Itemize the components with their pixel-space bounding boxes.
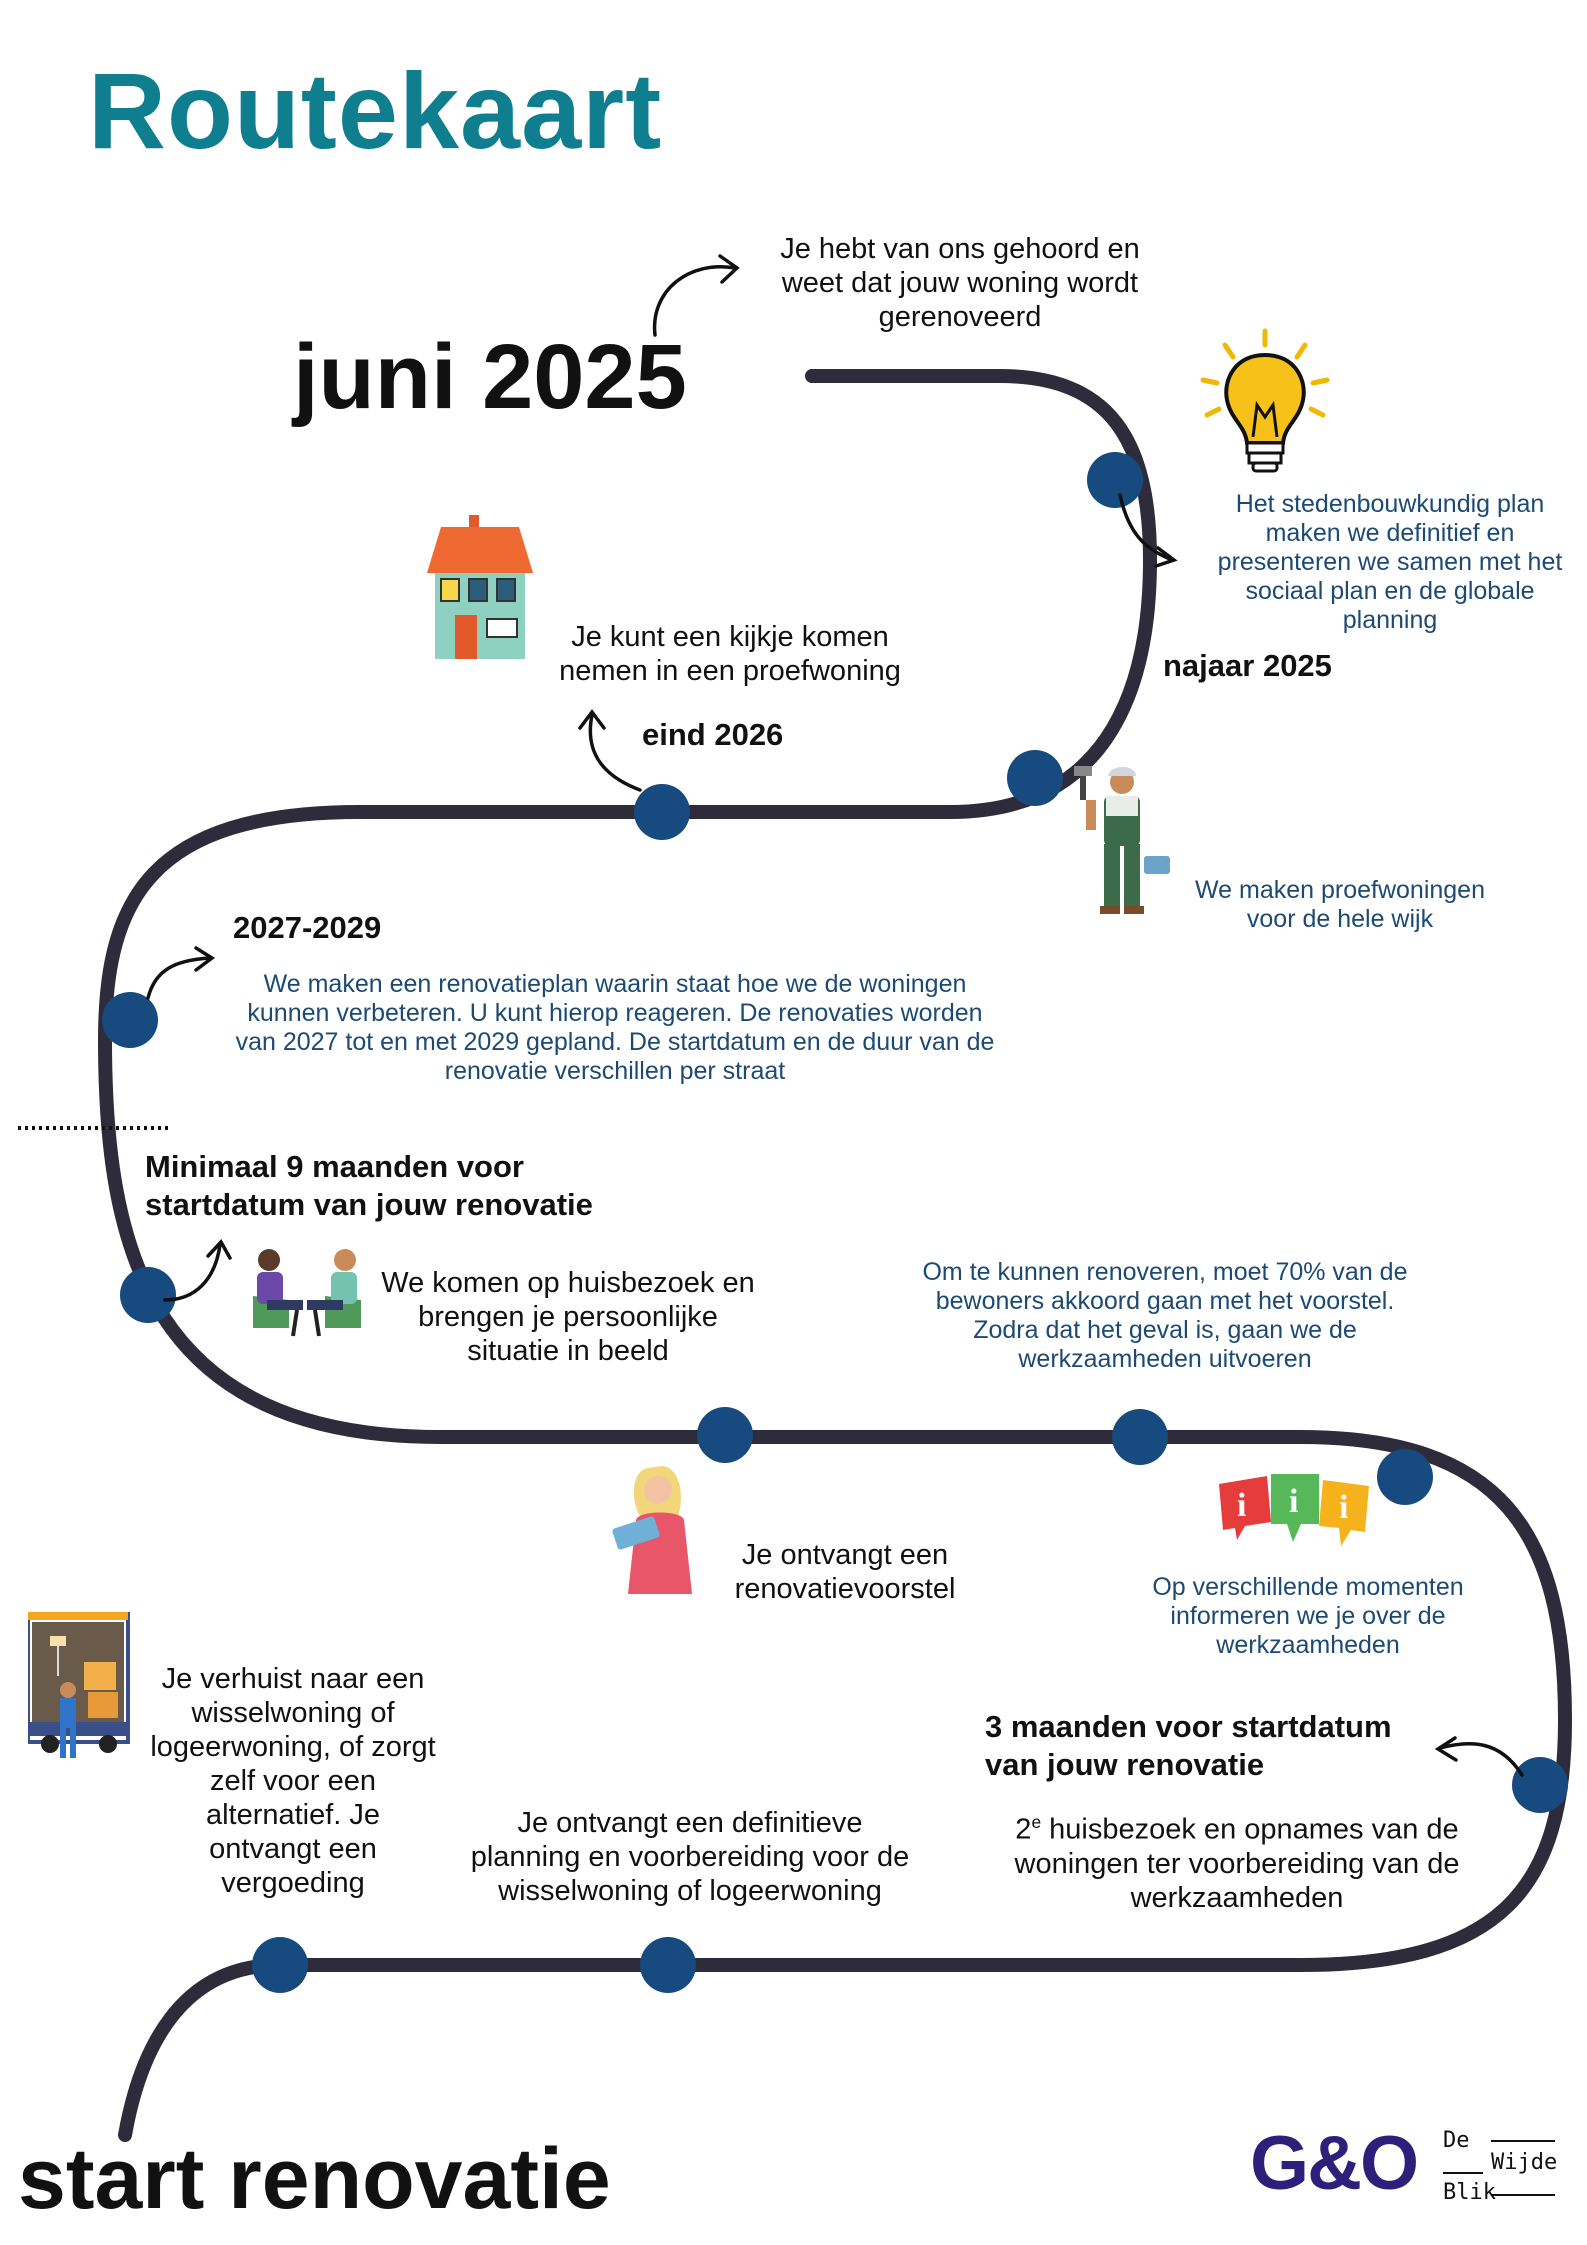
node-info <box>1377 1449 1433 1505</box>
drie-text: 2e huisbezoek en opnames van de woningen ter voorbereiding van de werkzaamheden <box>1014 1812 1460 1914</box>
svg-text:i: i <box>1237 1487 1247 1524</box>
node-verhuis <box>252 1937 308 1993</box>
node-voorstel <box>697 1407 753 1463</box>
conversation-icon <box>245 1240 370 1340</box>
eind2026-date: eind 2026 <box>642 717 784 752</box>
house-icon <box>425 515 535 660</box>
node-eind2026 <box>634 784 690 840</box>
voorstel-text: Je ontvangt een renovatievoorstel <box>734 1539 956 1605</box>
node-2027 <box>102 992 158 1048</box>
juni-text: Je hebt van ons gehoord en weet dat jouw woning wordt gerenoveerd <box>780 233 1140 333</box>
moving-truck-icon <box>28 1612 133 1762</box>
woman-reading-icon <box>612 1460 712 1595</box>
arrow-2027 <box>148 958 210 998</box>
svg-text:i: i <box>1339 1489 1349 1526</box>
start-renovatie: start renovatie <box>18 2131 611 2227</box>
lightbulb-icon <box>1195 325 1335 480</box>
info-text: Op verschillende momenten informeren we je over de werkzaamheden <box>1152 1573 1464 1659</box>
eind2026-text: Je kunt een kijkje komen nemen in een proefwoning <box>559 621 901 687</box>
arrow-eind2026 <box>590 715 640 790</box>
node-planning <box>640 1937 696 1993</box>
juni-date: juni 2025 <box>293 326 687 428</box>
node-min9 <box>120 1267 176 1323</box>
svg-text:i: i <box>1289 1483 1299 1520</box>
najaar-date: najaar 2025 <box>1163 648 1332 683</box>
najaar-text: Het stedenbouwkundig plan maken we definitief en presenteren we samen met het sociaal plan en de globale planning <box>1217 490 1563 634</box>
y2027-date: 2027-2029 <box>233 910 382 945</box>
worker-icon <box>1070 760 1180 920</box>
y2027-text: We maken een renovatieplan waarin staat hoe we de woningen kunnen verbeteren. U kunt hierop reageren. De renovaties worden van 2027 tot en met 2029 gepland. De startdatum en de duur van de renovatie verschillen per straat <box>235 970 995 1085</box>
planning-text: Je ontvangt een definitieve planning en voorbereiding voor de wisselwoning of logeerwoning <box>470 1807 910 1907</box>
dewijdeblik-logo: De Wijde Blik <box>1443 2128 1558 2205</box>
go-logo: G&O <box>1250 2121 1418 2206</box>
min9-heading: Minimaal 9 maanden voor startdatum van jouw renovatie <box>145 1149 593 1222</box>
page-title: Routekaart <box>88 50 663 171</box>
min9-text: We komen op huisbezoek en brengen je persoonlijke situatie in beeld <box>381 1267 755 1367</box>
verhuis-text: Je verhuist naar een wisselwoning of logeerwoning, of zorgt zelf voor een alternatief. Je ontvangt een vergoeding <box>150 1663 436 1899</box>
info-bubbles-icon <box>1215 1470 1375 1552</box>
akkoord-text: Om te kunnen renoveren, moet 70% van de bewoners akkoord gaan met het voorstel. Zodra dat het geval is, gaan we de werkzaamheden uitvoeren <box>922 1258 1408 1373</box>
drie-heading: 3 maanden voor startdatum van jouw renovatie <box>985 1709 1392 1782</box>
proef-text: We maken proefwoningen voor de hele wijk <box>1195 876 1485 933</box>
node-proef <box>1007 750 1063 806</box>
node-akkoord <box>1112 1409 1168 1465</box>
node-drie <box>1512 1757 1568 1813</box>
node-najaar <box>1087 452 1143 508</box>
